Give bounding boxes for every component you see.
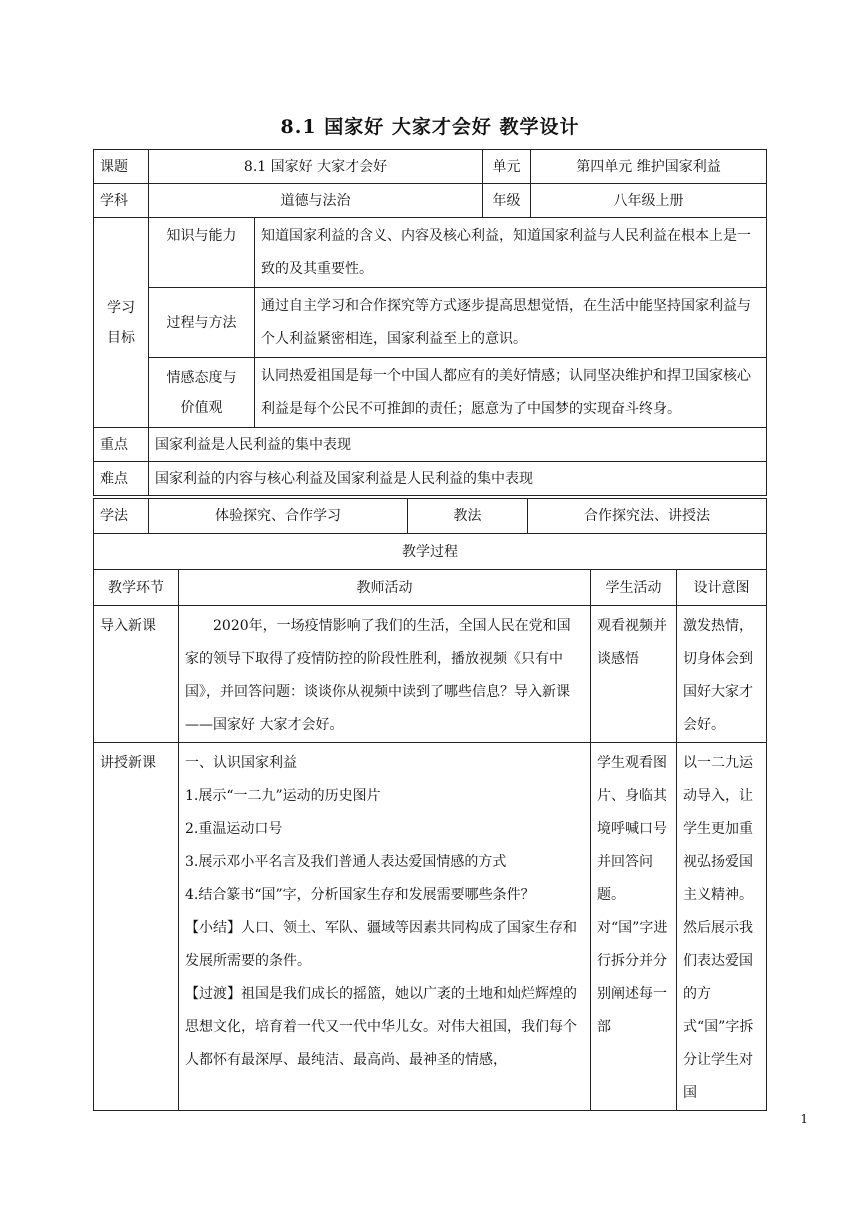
teacher-step-3: 2.重温运动口号 bbox=[185, 821, 283, 837]
teacher-transition: 【过渡】祖国是我们成长的摇篮，她以广袤的土地和灿烂辉煌的思想文化，培育着一代又一代中华儿女。对伟大祖国，我们每个人都怀有最深厚、最纯洁、最高尚、最神圣的情感， bbox=[185, 986, 577, 1068]
col-stage: 教学环节 bbox=[94, 570, 179, 606]
page-number: 1 bbox=[800, 1112, 808, 1126]
document-title: 8.1 国家好 大家才会好 教学设计 bbox=[280, 116, 580, 138]
topic-value: 8.1 国家好 大家才会好 bbox=[149, 150, 483, 184]
teacher-step-1: 一、认识国家利益 bbox=[185, 755, 297, 771]
grade-label: 年级 bbox=[483, 184, 531, 218]
row2-student: 学生观看图片、身临其境呼喊口号并回答问题。对“国”字进行拆分并分别阐述每一部 bbox=[591, 743, 677, 1111]
learn-method-label: 学法 bbox=[94, 499, 149, 534]
teacher-summary: 【小结】人口、领土、军队、疆域等因素共同构成了国家生存和发展所需要的条件。 bbox=[185, 920, 577, 969]
grade-value: 八年级上册 bbox=[531, 184, 767, 218]
row2-teacher bbox=[179, 743, 591, 1111]
teacher-step-4: 3.展示邓小平名言及我们普通人表达爱国情感的方式 bbox=[185, 854, 507, 870]
row2-stage: 讲授新课 bbox=[94, 743, 179, 1111]
goal-text-attitude: 认同热爱祖国是每一个中国人都应有的美好情感；认同坚决维护和捍卫国家核心利益是每个公民不可推卸的责任；愿意为了中国梦的实现奋斗终身。 bbox=[255, 358, 767, 428]
goal-text-knowledge: 知道国家利益的含义、内容及核心利益，知道国家利益与人民利益在根本上是一致的及其重要性。 bbox=[255, 218, 767, 288]
row1-stage: 导入新课 bbox=[94, 606, 179, 743]
process-table bbox=[93, 533, 767, 1111]
method-table bbox=[93, 498, 767, 534]
topic-label: 课题 bbox=[94, 150, 149, 184]
teacher-step-2: 1.展示“一二九”运动的历史图片 bbox=[185, 788, 381, 804]
difficulty-value: 国家利益的内容与核心利益及国家利益是人民利益的集中表现 bbox=[149, 462, 767, 496]
subject-value: 道德与法治 bbox=[149, 184, 483, 218]
row1-intent: 激发热情，切身体会到国好大家才会好。 bbox=[677, 606, 767, 743]
goal-name-process: 过程与方法 bbox=[149, 288, 255, 358]
goal-text-process: 通过自主学习和合作探究等方式逐步提高思想觉悟，在生活中能坚持国家利益与个人利益紧密相连，国家利益至上的意识。 bbox=[255, 288, 767, 358]
teach-method-value: 合作探究法、讲授法 bbox=[528, 499, 767, 534]
info-table bbox=[93, 149, 767, 496]
col-intent: 设计意图 bbox=[677, 570, 767, 606]
row1-teacher: 2020年，一场疫情影响了我们的生活，全国人民在党和国家的领导下取得了疫情防控的阶段性胜利，播放视频《只有中国》，并回答问题：谈谈你从视频中读到了哪些信息？导入新课——国家好 大家才会好。 bbox=[179, 606, 591, 743]
unit-label: 单元 bbox=[483, 150, 531, 184]
unit-value: 第四单元 维护国家利益 bbox=[531, 150, 767, 184]
col-student: 学生活动 bbox=[591, 570, 677, 606]
teacher-step-5: 4.结合篆书“国”字，分析国家生存和发展需要哪些条件？ bbox=[185, 887, 535, 903]
difficulty-label: 难点 bbox=[94, 462, 149, 496]
row2-intent: 以一二九运动导入，让学生更加重视弘扬爱国主义精神。然后展示我们表达爱国的方式“国”字拆分让学生对国 bbox=[677, 743, 767, 1111]
goal-name-attitude: 情感态度与价值观 bbox=[149, 358, 255, 428]
key-value: 国家利益是人民利益的集中表现 bbox=[149, 428, 767, 462]
key-label: 重点 bbox=[94, 428, 149, 462]
subject-label: 学科 bbox=[94, 184, 149, 218]
col-teacher: 教师活动 bbox=[179, 570, 591, 606]
teach-method-label: 教法 bbox=[408, 499, 528, 534]
goals-label: 学习目标 bbox=[94, 218, 149, 428]
goal-name-knowledge: 知识与能力 bbox=[149, 218, 255, 288]
row1-student: 观看视频并谈感悟 bbox=[591, 606, 677, 743]
process-header: 教学过程 bbox=[94, 534, 767, 570]
learn-method-value: 体验探究、合作学习 bbox=[149, 499, 408, 534]
